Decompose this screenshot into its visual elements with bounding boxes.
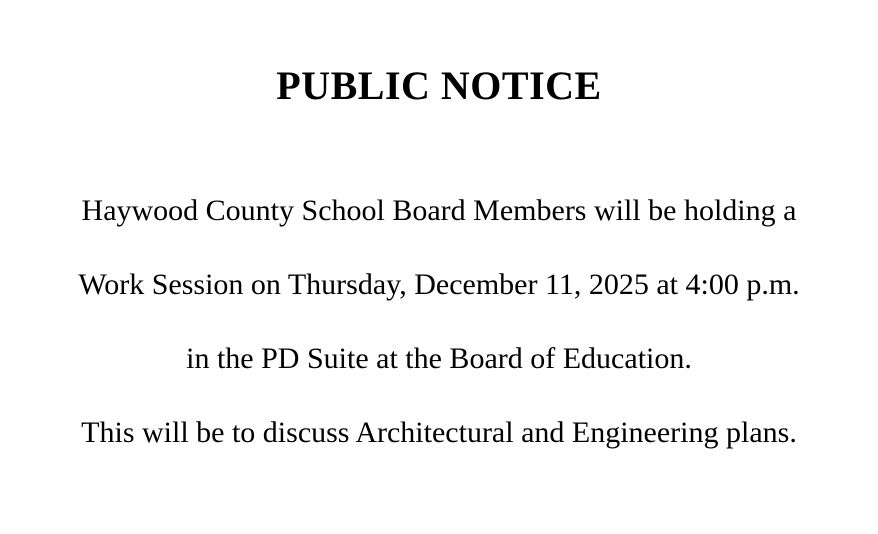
notice-body-line-2: Work Session on Thursday, December 11, 2025 at 4:00 p.m. (78, 268, 800, 301)
notice-body-line-4: This will be to discuss Architectural and Engineering plans. (81, 416, 797, 449)
notice-body (0, 174, 878, 470)
notice-title: PUBLIC NOTICE (276, 63, 602, 108)
notice-body-line-3: in the PD Suite at the Board of Education. (186, 342, 692, 375)
notice-body-line-1: Haywood County School Board Members will be holding a (81, 194, 797, 227)
